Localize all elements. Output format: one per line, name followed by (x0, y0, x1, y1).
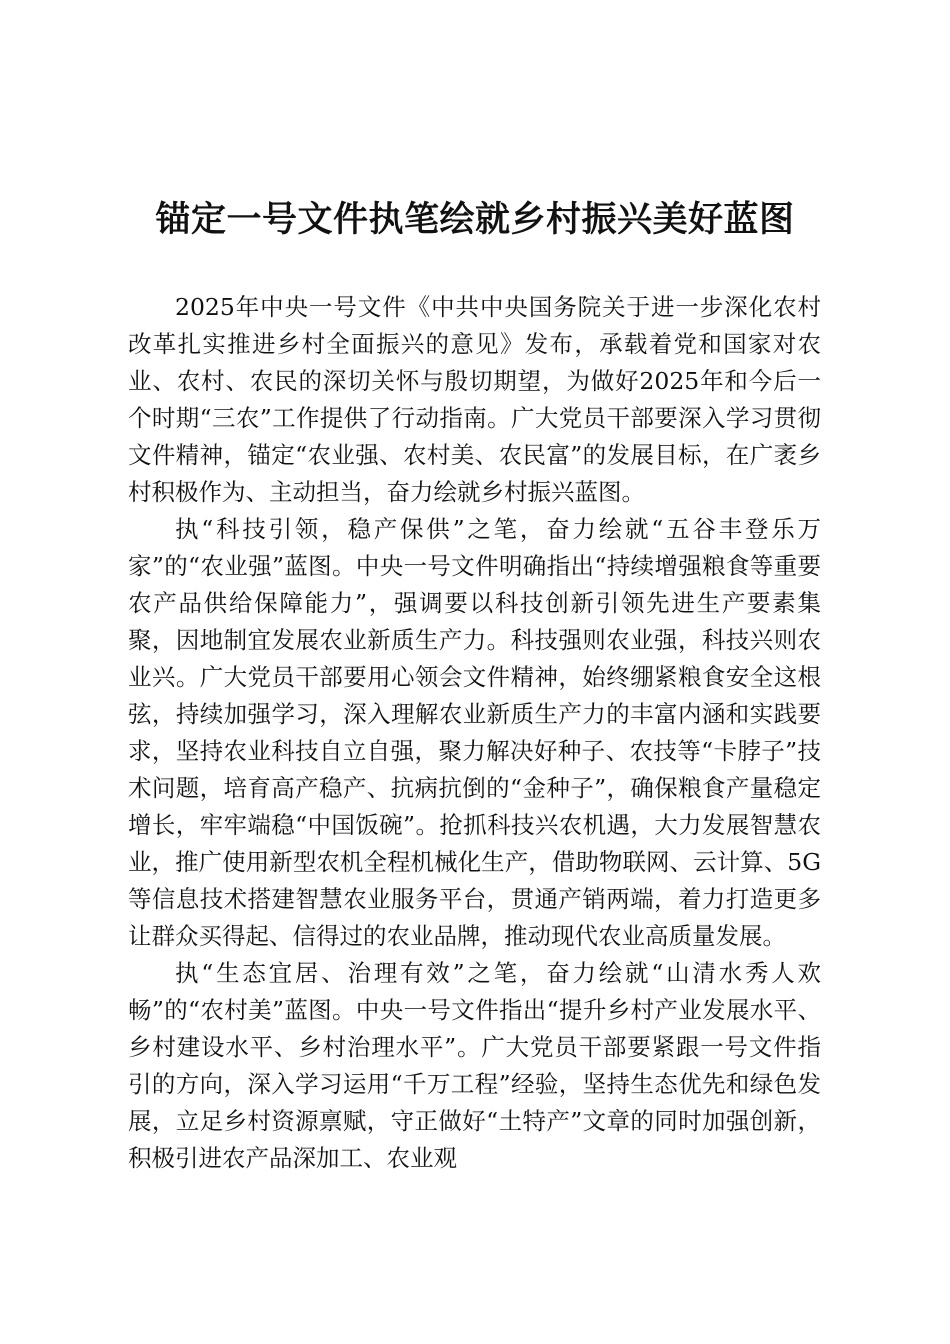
paragraph: 执“科技引领，稳产保供”之笔，奋力绘就“五谷丰登乐万家”的“农业强”蓝图。中央一号文件明确指出“持续增强粮食等重要农产品供给保障能力”，强调要以科技创新引领先进生产要素集聚，因地制宜发展农业新质生产力。科技强则农业强，科技兴则农业兴。广大党员干部要用心领会文件精神，始终绷紧粮食安全这根弦，持续加强学习，深入理解农业新质生产力的丰富内涵和实践要求，坚持农业科技自立自强，聚力解决好种子、农技等“卡脖子”技术问题，培育高产稳产、抗病抗倒的“金种子”，确保粮食产量稳定增长，牢牢端稳“中国饭碗”。抢抓科技兴农机遇，大力发展智慧农业，推广使用新型农机全程机械化生产，借助物联网、云计算、5G等信息技术搭建智慧农业服务平台，贯通产销两端，着力打造更多让群众买得起、信得过的农业品牌，推动现代农业高质量发展。 (128, 515, 821, 950)
paragraph: 2025年中央一号文件《中共中央国务院关于进一步深化农村改革扎实推进乡村全面振兴的意见》发布，承载着党和国家对农业、农村、农民的深切关怀与殷切期望，为做好2025年和今后一个时期“三农”工作提供了行动指南。广大党员干部要深入学习贯彻文件精神，锚定“农业强、农村美、农民富”的发展目标，在广袤乡村积极作为、主动担当，奋力绘就乡村振兴蓝图。 (128, 293, 821, 506)
document-body (128, 289, 821, 1177)
paragraph: 执“生态宜居、治理有效”之笔，奋力绘就“山清水秀人欢畅”的“农村美”蓝图。中央一号文件指出“提升乡村产业发展水平、乡村建设水平、乡村治理水平”。广大党员干部要紧跟一号文件指引的方向，深入学习运用“千万工程”经验，坚持生态优先和绿色发展，立足乡村资源禀赋，守正做好“土特产”文章的同时加强创新，积极引进农产品深加工、农业观 (128, 959, 821, 1172)
document-title: 锚定一号文件执笔绘就乡村振兴美好蓝图 (155, 199, 795, 240)
